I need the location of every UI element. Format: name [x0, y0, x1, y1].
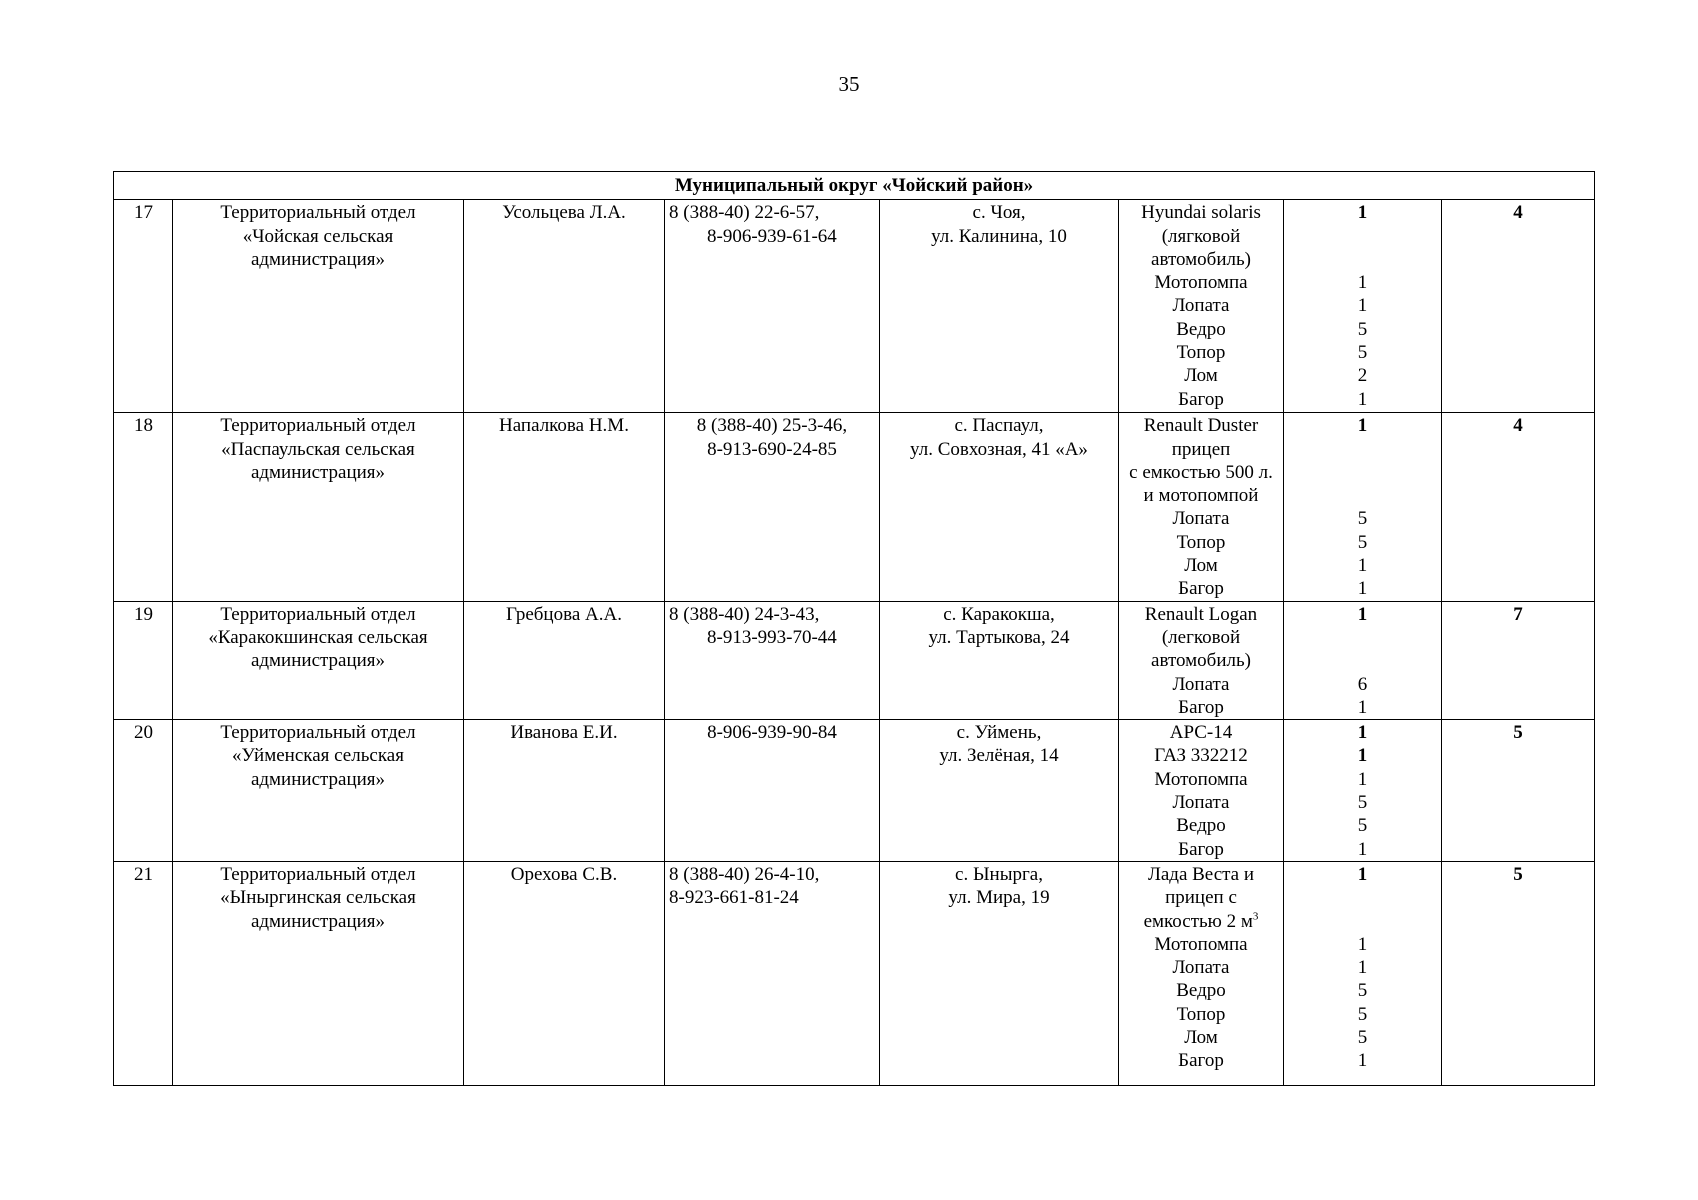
equipment-item: Лопата: [1172, 673, 1230, 695]
equipment-item: Лом: [1184, 1027, 1218, 1049]
quantity-cell: [1284, 720, 1442, 862]
department-cell: [173, 413, 464, 601]
total-value: 4: [1513, 202, 1523, 224]
equipment-quantity: [1288, 225, 1437, 248]
department-cell: [173, 601, 464, 719]
row-number: [114, 861, 173, 1085]
phone-line: 8 (388-40) 25-3-46,: [696, 415, 848, 437]
address-cell: [880, 200, 1119, 413]
equipment-quantity: [1288, 910, 1437, 933]
row-number: [114, 720, 173, 862]
address-line: ул. Мира, 19: [948, 887, 1050, 909]
equipment-quantity: 5: [1357, 1027, 1368, 1049]
equipment-quantity: [1288, 886, 1437, 909]
equipment-item: емкостью 2 $м^3$: [1143, 910, 1259, 932]
equipment-item: Renault Logan: [1144, 603, 1258, 625]
equipment-quantity: 1: [1357, 838, 1368, 860]
address-line: ул. Совхозная, 41 «А»: [910, 438, 1088, 460]
quantity-cell: [1284, 200, 1442, 413]
equipment-item: Ведро: [1176, 318, 1226, 340]
section-header-row: [114, 172, 1595, 200]
equipment-quantity: 2: [1357, 365, 1368, 387]
equipment-table: [113, 171, 1595, 1086]
equipment-quantity: [1288, 248, 1437, 271]
equipment-item: Багор: [1178, 388, 1224, 410]
equipment-item: Багор: [1178, 1050, 1224, 1072]
head-name: Усольцева Л.А.: [502, 202, 626, 224]
total-value: 5: [1513, 722, 1523, 744]
total-cell: [1442, 601, 1595, 719]
equipment-quantity: 5: [1357, 318, 1368, 340]
department-line: Территориальный отдел: [220, 863, 416, 885]
equipment-quantity: 1: [1357, 957, 1368, 979]
equipment-quantity: 1: [1357, 863, 1368, 885]
equipment-quantity: [1288, 649, 1437, 672]
department-line: администрация»: [250, 650, 386, 672]
department-line: «Уйменская сельская: [232, 745, 404, 767]
equipment-item: Renault Duster: [1143, 415, 1259, 437]
phone-line: 8-923-661-81-24: [669, 887, 799, 909]
total-value: 4: [1513, 415, 1523, 437]
row-number: [114, 200, 173, 413]
address-cell: [880, 720, 1119, 862]
equipment-item: Лом: [1184, 555, 1218, 577]
equipment-quantity: 1: [1357, 933, 1368, 955]
phone-cell: [665, 720, 880, 862]
equipment-item: Багор: [1178, 696, 1224, 718]
table-row: [114, 200, 1595, 413]
equipment-quantity: 5: [1357, 342, 1368, 364]
equipment-item: Топор: [1176, 342, 1226, 364]
address-cell: [880, 861, 1119, 1085]
equipment-quantity: 5: [1357, 792, 1368, 814]
equipment-item: АРС-14: [1169, 722, 1233, 744]
equipment-cell: [1119, 720, 1284, 862]
row-number-text: 21: [134, 863, 153, 885]
table-row: [114, 720, 1595, 862]
department-line: «Каракокшинская сельская: [208, 626, 428, 648]
equipment-quantity: 5: [1357, 531, 1368, 553]
head-name: Гребцова А.А.: [506, 603, 622, 625]
row-number-text: 20: [134, 722, 153, 744]
equipment-item: Лопата: [1172, 792, 1230, 814]
phone-line: 8 (388-40) 24-3-43,: [669, 603, 820, 625]
equipment-cell: [1119, 413, 1284, 601]
phone-line: 8-913-993-70-44: [707, 626, 837, 648]
equipment-quantity: 5: [1357, 815, 1368, 837]
department-line: администрация»: [250, 461, 386, 483]
equipment-item: ГАЗ 332212: [1154, 745, 1248, 767]
equipment-item: автомобиль): [1151, 650, 1251, 672]
address-line: ул. Калинина, 10: [931, 225, 1067, 247]
equipment-item: Лопата: [1172, 508, 1230, 530]
address-line: с. Ынырга,: [955, 863, 1043, 885]
phone-cell: [665, 861, 880, 1085]
equipment-quantity: 1: [1357, 295, 1368, 317]
equipment-quantity: 1: [1357, 202, 1368, 224]
head-name-cell: [464, 413, 665, 601]
equipment-item: (легковой: [1161, 626, 1241, 648]
address-line: ул. Зелёная, 14: [939, 745, 1059, 767]
department-line: Территориальный отдел: [220, 722, 416, 744]
equipment-item: автомобиль): [1151, 248, 1251, 270]
row-number-text: 18: [134, 415, 153, 437]
phone-cell: [665, 413, 880, 601]
head-name-cell: [464, 601, 665, 719]
equipment-item: прицеп: [1171, 438, 1231, 460]
equipment-item: Ведро: [1176, 815, 1226, 837]
row-number-text: 19: [134, 603, 153, 625]
table-row: [114, 861, 1595, 1085]
equipment-item: Топор: [1176, 1003, 1226, 1025]
equipment-item: Багор: [1178, 578, 1224, 600]
department-cell: [173, 200, 464, 413]
row-number: [114, 601, 173, 719]
equipment-cell: [1119, 601, 1284, 719]
head-name: Иванова Е.И.: [510, 722, 618, 744]
department-line: администрация»: [250, 248, 386, 270]
phone-line: 8-906-939-90-84: [707, 722, 837, 744]
row-number-text: 17: [134, 202, 153, 224]
address-line: с. Каракокша,: [943, 603, 1055, 625]
equipment-quantity: 1: [1357, 1050, 1368, 1072]
row-number: [114, 413, 173, 601]
equipment-quantity: 1: [1357, 578, 1368, 600]
equipment-quantity: 5: [1357, 508, 1368, 530]
department-line: администрация»: [250, 768, 386, 790]
equipment-quantity: 1: [1357, 768, 1368, 790]
head-name-cell: [464, 861, 665, 1085]
total-cell: [1442, 720, 1595, 862]
table-row: [114, 413, 1595, 601]
total-value: 5: [1513, 863, 1523, 885]
phone-line: 8-906-939-61-64: [707, 225, 837, 247]
department-line: Территориальный отдел: [220, 415, 416, 437]
page-number: 35: [838, 72, 860, 96]
head-name-cell: [464, 200, 665, 413]
head-name-cell: [464, 720, 665, 862]
phone-cell: [665, 601, 880, 719]
quantity-cell: [1284, 861, 1442, 1085]
equipment-cell: [1119, 200, 1284, 413]
department-line: Территориальный отдел: [220, 202, 416, 224]
total-cell: [1442, 861, 1595, 1085]
head-name: Орехова С.В.: [510, 863, 618, 885]
equipment-item: Багор: [1178, 838, 1224, 860]
equipment-item: Ведро: [1176, 980, 1226, 1002]
department-line: «Ыныргинская сельская: [220, 887, 416, 909]
department-line: администрация»: [250, 910, 386, 932]
superscript: 3: [1252, 910, 1259, 923]
equipment-quantity: 1: [1357, 555, 1368, 577]
total-cell: [1442, 200, 1595, 413]
total-value: 7: [1513, 603, 1523, 625]
phone-line: 8-913-690-24-85: [707, 438, 837, 460]
equipment-quantity: 6: [1357, 673, 1368, 695]
equipment-quantity: 1: [1357, 745, 1368, 767]
equipment-item: Лада Веста и: [1147, 863, 1255, 885]
address-line: ул. Тартыкова, 24: [928, 626, 1070, 648]
equipment-quantity: 1: [1357, 272, 1368, 294]
equipment-item: Мотопомпа: [1154, 768, 1248, 790]
equipment-item: Мотопомпа: [1154, 272, 1248, 294]
section-header: Муниципальный округ «Чойский район»: [114, 172, 1595, 200]
equipment-quantity: [1288, 626, 1437, 649]
phone-line: 8 (388-40) 22-6-57,: [669, 202, 820, 224]
equipment-quantity: [1288, 484, 1437, 507]
equipment-quantity: [1288, 461, 1437, 484]
equipment-quantity: 1: [1357, 388, 1368, 410]
equipment-quantity: [1288, 438, 1437, 461]
quantity-cell: [1284, 601, 1442, 719]
equipment-item: Лом: [1184, 365, 1218, 387]
department-line: Территориальный отдел: [220, 603, 416, 625]
address-line: с. Паспаул,: [954, 415, 1044, 437]
address-cell: [880, 601, 1119, 719]
equipment-quantity: 1: [1357, 415, 1368, 437]
equipment-item: Мотопомпа: [1154, 933, 1248, 955]
equipment-quantity: 1: [1357, 722, 1368, 744]
table-row: [114, 601, 1595, 719]
equipment-item: Лопата: [1172, 295, 1230, 317]
equipment-cell: [1119, 861, 1284, 1085]
equipment-item: прицеп с: [1165, 887, 1237, 909]
department-cell: [173, 720, 464, 862]
equipment-quantity: 1: [1357, 603, 1368, 625]
equipment-quantity: 5: [1357, 1003, 1368, 1025]
department-line: «Паспаульская сельская: [221, 438, 415, 460]
department-line: «Чойская сельская: [242, 225, 394, 247]
equipment-item: (лягковой: [1161, 225, 1241, 247]
quantity-cell: [1284, 413, 1442, 601]
equipment-quantity: 1: [1357, 696, 1368, 718]
address-cell: [880, 413, 1119, 601]
department-cell: [173, 861, 464, 1085]
equipment-item: Лопата: [1172, 957, 1230, 979]
equipment-quantity: 5: [1357, 980, 1368, 1002]
address-line: с. Уймень,: [956, 722, 1042, 744]
equipment-item: Hyundai solaris: [1141, 202, 1261, 224]
phone-line: 8 (388-40) 26-4-10,: [669, 863, 820, 885]
phone-cell: [665, 200, 880, 413]
equipment-item: и мотопомпой: [1143, 485, 1259, 507]
equipment-item: с емкостью 500 л.: [1129, 461, 1273, 483]
address-line: с. Чоя,: [972, 202, 1026, 224]
equipment-item: Топор: [1176, 531, 1226, 553]
head-name: Напалкова Н.М.: [499, 415, 629, 437]
total-cell: [1442, 413, 1595, 601]
